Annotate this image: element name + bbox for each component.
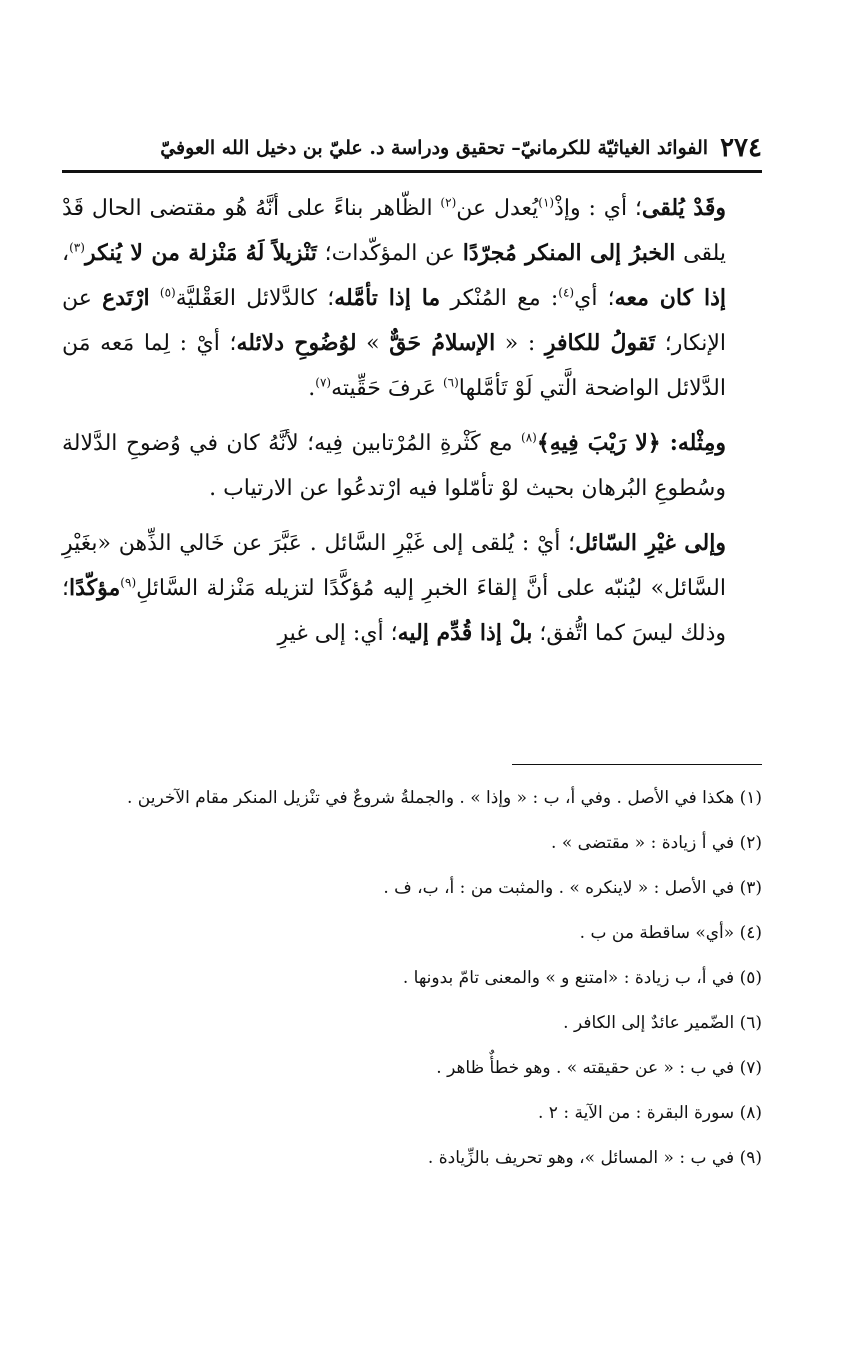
commentary-text: ؛ وذلك ليسَ كما اتُّفق؛ [62, 576, 726, 646]
bold-matn-text: لوُضُوحِ دلائله [236, 330, 357, 356]
commentary-text: ؛ أيْ : لِما مَعه مَن الدَّلائل الواضحة الَّتي لَوْ تَأمَّلها [62, 331, 726, 401]
bold-matn-text: ارْتَدع [102, 285, 150, 311]
commentary-text: يُعدل عن [456, 196, 539, 221]
commentary-text: ؛ أي: إلى غيرِ [277, 621, 398, 646]
footnote-marker: (٧) [315, 375, 332, 390]
paragraph [62, 186, 762, 411]
footnote: (٢) في أ زيادة : « مقتضى » . [551, 833, 762, 853]
footnote-marker: (١) [538, 195, 555, 210]
book-page [62, 128, 762, 1228]
bold-matn-text: تَنْزيلاً لَهُ مَنْزلة من لا يُنكر [84, 240, 317, 266]
header-rule [62, 170, 762, 173]
commentary-text [150, 286, 160, 311]
paragraph [62, 521, 762, 656]
footnote-separator [512, 764, 762, 765]
footnotes [62, 780, 762, 1185]
footnote: (٨) سورة البقرة : من الآية : ٢ . [537, 1103, 762, 1123]
footnote-marker: (٤) [558, 285, 575, 300]
commentary-text: عَرفَ حَقِّيته [331, 376, 443, 401]
bold-matn-text: الإسلامُ حَقٌّ [389, 330, 496, 356]
footnote-marker: (٩) [120, 575, 137, 590]
footnote: (٥) في أ، ب زيادة : «امتنع و » والمعنى تامّ بدونها . [402, 968, 762, 988]
paragraph [62, 421, 762, 511]
commentary-text: ؛ كالدَّلائل العَقْليَّة [175, 286, 335, 311]
footnote: (٧) في ب : « عن حقيقته » . وهو خطأٌ ظاهر . [436, 1058, 762, 1078]
running-head [62, 128, 762, 168]
running-head-title: الفوائد الغياثيّة للكرمانيّ– تحقيق ودراسة د. عليّ بن دخيل الله العوفيّ [160, 137, 709, 159]
bold-matn-text: الخبرُ إلى المنكر مُجرّدًا [462, 240, 676, 266]
commentary-text: عن الإنكار؛ [62, 286, 726, 356]
footnote: (٩) في ب : « المسائل »، وهو تحريف بالزِّيادة . [427, 1148, 762, 1168]
commentary-text: : مع المُنْكر [440, 286, 559, 311]
bold-matn-text: مؤكّدًا [69, 575, 121, 601]
commentary-text: الظّاهر بناءً على أنَّهُ هُو مقتضى الحال قَدْ يلقى [62, 196, 727, 266]
commentary-text: ؛ أي [574, 286, 615, 311]
commentary-text: ؛ أي : وإذْ [554, 196, 642, 221]
footnote-marker: (٢) [440, 195, 457, 210]
bold-matn-text: تَقولُ للكافرِ [544, 330, 656, 356]
footnote-marker: (٦) [442, 375, 459, 390]
commentary-text: : « [495, 331, 545, 356]
footnote: (٣) في الأصل : « لاينكره » . والمثبت من : أ، ب، ف . [383, 878, 762, 898]
footnote-marker: (٥) [159, 285, 176, 300]
commentary-text: ؛ أيْ : يُلقى إلى غَيْرِ السَّائل . عَبَّرَ عن خَالي الذِّهن «بغَيْرِ السَّائل» ليُنبّه على أنَّ إلقاءَ الخبرِ إليه مُؤكَّدًا لتزيله مَنْزلة السَّائلِ [62, 531, 726, 601]
footnote-marker: (٣) [69, 240, 85, 255]
page-number: ٢٧٤ [720, 133, 762, 163]
commentary-text: مع كَثْرةِ المُرْتابين فِيه؛ لأنَّهُ كان في وُضوحِ الدَّلالة وسُطوعِ البُرهان بحيث لوْ تأمّلوا فيه ارْتدعُوا عن الارتياب . [62, 431, 726, 501]
commentary-text: عن المؤكّدات؛ [316, 241, 463, 266]
body-text [62, 186, 762, 656]
footnote: (٤) «أي» ساقطة من ب . [579, 923, 762, 943]
bold-matn-text: وإلى غيْرِ السّائل [575, 530, 726, 556]
commentary-text: » [356, 331, 390, 356]
bold-matn-text: ما إذا تأمَّله [334, 285, 441, 311]
footnote: (٦) الضّمير عائدٌ إلى الكافر . [563, 1013, 762, 1033]
bold-matn-text: ومِثْله: ﴿لا رَيْبَ فِيهِ﴾ [536, 430, 726, 456]
commentary-text: . [308, 376, 316, 401]
footnote: (١) هكذا في الأصل . وفي أ، ب : « وإذا » . والجملةُ شروعٌ في تنْزيل المنكر مقام الآخرين . [127, 788, 762, 808]
commentary-text: ، [62, 241, 70, 266]
bold-matn-text: إذا كان معه [614, 285, 726, 311]
bold-matn-text: وقَدْ يُلقى [641, 195, 726, 221]
footnote-marker: (٨) [521, 430, 537, 445]
bold-matn-text: بلْ إذا قُدِّم إليه [397, 620, 533, 646]
